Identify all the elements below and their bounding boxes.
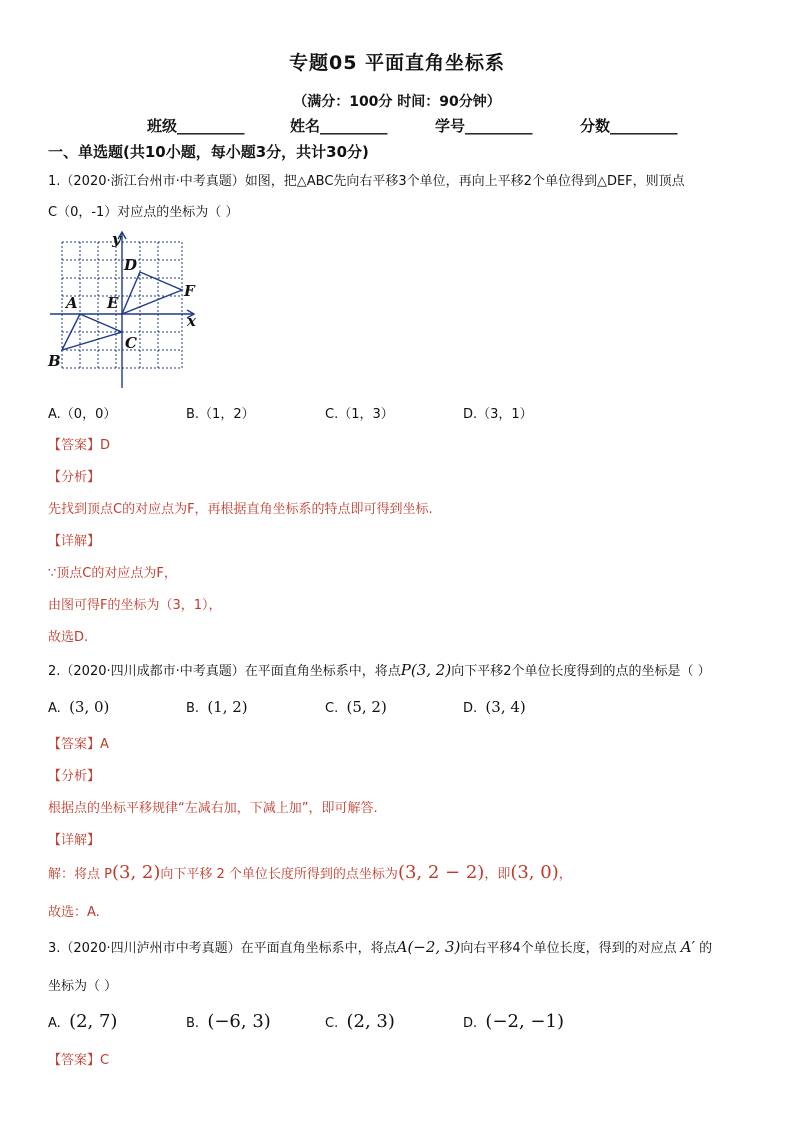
- q2-option-d: D. (3, 4): [463, 698, 526, 716]
- q1-option-d: D.（3，1）: [463, 407, 533, 422]
- axis-x-label: x: [187, 312, 196, 330]
- q1-detail-label: 【详解】: [48, 534, 101, 549]
- q2-analysis-text: 根据点的坐标平移规律“左减右加，下减上加”，即可解答.: [48, 801, 378, 816]
- q3-option-c: C. (2, 3): [325, 1011, 395, 1032]
- q3-stem-line2: 坐标为（ ）: [48, 979, 118, 994]
- q2-stem-pre: 2.（2020·四川成都市·中考真题）在平面直角坐标系中，将点: [48, 664, 401, 679]
- q2-option-b: B. (1, 2): [186, 698, 248, 716]
- page-title: 专题05 平面直角坐标系: [288, 52, 506, 74]
- q1-detail-line3: 故选D.: [48, 630, 89, 645]
- axis-y-label: y: [112, 230, 121, 248]
- q1-detail-line2: 由图可得F的坐标为（3，1），: [48, 598, 222, 613]
- section-heading: 一、单选题(共10小题，每小题3分，共计30分): [48, 143, 369, 161]
- point-label-e: E: [107, 294, 119, 312]
- q3-point: A(−2, 3): [396, 938, 461, 956]
- q1-answer: 【答案】D: [48, 438, 111, 453]
- point-label-c: C: [125, 334, 137, 352]
- q1-option-b: B.（1，2）: [186, 407, 255, 422]
- q1-option-a: A.（0，0）: [48, 407, 117, 422]
- q3-stem-line1: 3.（2020·四川泸州市中考真题）在平面直角坐标系中，将点A(−2, 3)向右平移4个单位长度，得到的对应点 A′ 的: [48, 938, 713, 956]
- point-label-d: D: [124, 256, 138, 274]
- q1-stem-line2: C（0，-1）对应点的坐标为（ ）: [48, 205, 239, 220]
- q1-coordinate-figure: [44, 228, 204, 390]
- student-id-field: 学号_________: [435, 117, 533, 135]
- q1-option-c: C.（1，3）: [325, 407, 394, 422]
- q2-point: P(3, 2): [400, 661, 452, 679]
- q2-detail-line2: 故选：A.: [48, 905, 100, 920]
- q2-option-c: C. (5, 2): [325, 698, 387, 716]
- class-field: 班级_________: [147, 117, 245, 135]
- q2-answer: 【答案】A: [48, 737, 109, 752]
- q2-detail-label: 【详解】: [48, 833, 101, 848]
- q1-analysis-label: 【分析】: [48, 470, 101, 485]
- q3-option-a: A. (2, 7): [48, 1011, 118, 1032]
- q2-stem-post: 向下平移2个单位长度得到的点的坐标是（ ）: [451, 664, 711, 679]
- q2-stem: [48, 660, 711, 679]
- page-subtitle: （满分：100分 时间：90分钟）: [293, 94, 501, 110]
- q3-answer: 【答案】C: [48, 1053, 110, 1068]
- q1-stem-line1: 1.（2020·浙江台州市·中考真题）如图，把△ABC先向右平移3个单位，再向上平移2个单位得到△DEF，则顶点: [48, 174, 685, 189]
- q2-analysis-label: 【分析】: [48, 769, 101, 784]
- q2-detail-line1: 解：将点 P(3, 2)向下平移 2 个单位长度所得到的点坐标为(3, 2 − 2)，即(3, 0)，: [48, 862, 572, 883]
- name-field: 姓名_________: [290, 117, 388, 135]
- q1-detail-line1: ∵顶点C的对应点为F，: [48, 566, 177, 581]
- q3-option-d: D. (−2, −1): [463, 1011, 564, 1032]
- q1-analysis-text: 先找到顶点C的对应点为F，再根据直角坐标系的特点即可得到坐标.: [48, 502, 433, 517]
- q3-option-b: B. (−6, 3): [186, 1011, 271, 1032]
- point-label-b: B: [48, 352, 61, 370]
- q2-option-a: A. (3, 0): [48, 698, 110, 716]
- point-label-f: F: [184, 282, 195, 300]
- point-label-a: A: [66, 294, 78, 312]
- score-field: 分数_________: [580, 117, 678, 135]
